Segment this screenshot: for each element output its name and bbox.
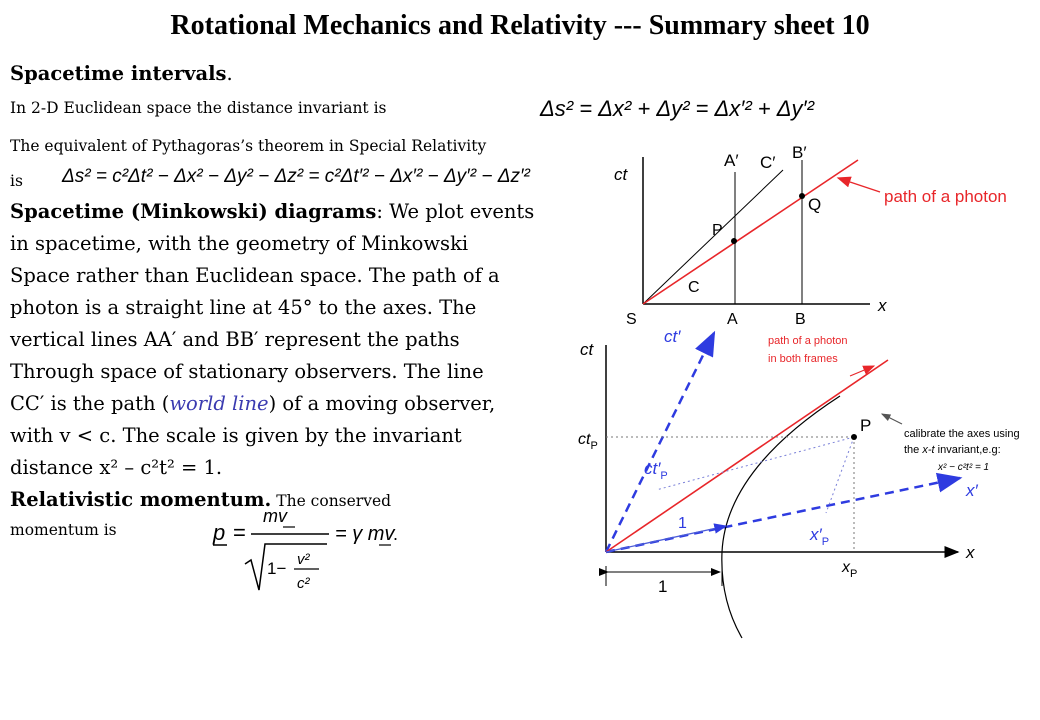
sr-is: is [10, 172, 23, 190]
d2-ct-prime-axis [606, 333, 714, 552]
euclid-text: In 2-D Euclidean space the distance invariant is [10, 99, 387, 117]
d1-ct-label: ct [614, 165, 628, 184]
d1-A-label: A [727, 311, 738, 328]
d2-P-label: P [860, 416, 872, 435]
sr-equation: Δs² = c²Δt² − Δx² − Δy² − Δz² = c²Δt′² − Δx′² − Δy′² − Δz′² [62, 166, 530, 187]
eq-numerator: mv [263, 506, 287, 526]
d2-ct-prime-label: ct′ [664, 327, 681, 346]
minkowski-line-9: distance x² – c²t² = 1. [10, 456, 223, 479]
intervals-heading: Spacetime intervals [10, 62, 227, 85]
minkowski-line-2: in spacetime, with the geometry of Minkowski [10, 232, 469, 255]
minkowski-line-5: vertical lines AA′ and BB′ represent the paths [10, 328, 460, 351]
d1-A-prime-label: A′ [724, 151, 739, 170]
d1-Q-label: Q [808, 195, 822, 214]
d1-B-prime-label: B′ [792, 143, 807, 162]
d1-C-prime-label: C′ [760, 153, 776, 172]
d1-S-label: S [626, 311, 637, 328]
d2-ct-label: ct [580, 340, 594, 359]
eq-rhs: = γ mv [335, 523, 395, 545]
minkowski-text-0: : We plot events [376, 200, 535, 223]
d2-x-label: x [966, 543, 975, 562]
d1-x-label: x [878, 296, 887, 315]
minkowski-line-8: with v < c. The scale is given by the invariant [10, 424, 462, 447]
d1-B-label: B [795, 311, 806, 328]
momentum-heading: Relativistic momentum. [10, 488, 272, 511]
minkowski-line-6: Through space of stationary observers. The line [10, 360, 484, 383]
eq-equals: = [233, 520, 246, 545]
euclid-equation: Δs² = Δx² + Δy² = Δx′² + Δy′² [540, 96, 814, 121]
d2-x-prime-label: x′ [966, 481, 978, 500]
d2-photon-note-2: in both frames [768, 353, 838, 365]
d2-x-P-label: $x_P$ [842, 559, 858, 580]
d2-ct-P-label: $ct_P$ [578, 431, 598, 452]
eq-one-minus: 1− [267, 559, 287, 578]
page-title: Rotational Mechanics and Relativity --- Summary sheet 10 [170, 10, 870, 41]
d2-ct-prime-P-label: $ct'_P$ [644, 459, 668, 482]
d2-x-prime-P-label: $x'_P$ [810, 525, 830, 548]
d2-unit-vector-label: 1 [678, 515, 687, 532]
d2-calibrate-1: calibrate the axes using [904, 428, 1020, 440]
minkowski-text-8: ) of a moving observer, [268, 392, 496, 415]
d1-photon-label: path of a photon [884, 187, 1007, 206]
minkowski-text-6: CC′ is the path ( [10, 392, 170, 415]
d2-calibrate-2: the x-t invariant,e.g: [904, 444, 1001, 456]
d2-point-P [851, 434, 857, 440]
minkowski-heading: Spacetime (Minkowski) diagrams [10, 200, 377, 223]
eq-sqrt-num: v² [297, 551, 310, 568]
eq-end: . [393, 524, 399, 544]
d2-hyperbola-lower [722, 552, 742, 638]
world-line-term: world line [169, 392, 269, 415]
minkowski-line-3: Space rather than Euclidean space. The path of a [10, 264, 500, 287]
eq-p: p [213, 520, 226, 545]
d1-C-label: C [688, 279, 700, 296]
momentum-text-1: The conserved [271, 492, 392, 510]
minkowski-line-4: photon is a straight line at 45° to the axes. The [10, 296, 477, 319]
d2-calibration-hyperbola [722, 396, 840, 552]
d2-calibrate-arrow [882, 414, 902, 424]
intervals-heading-period: . [226, 62, 233, 85]
d2-calibrate-3: x² − c²t² = 1 [938, 462, 990, 473]
eq-sqrt-den: c² [297, 575, 310, 592]
d2-ct-prime-P-guide [656, 437, 854, 490]
momentum-text-2: momentum is [10, 521, 117, 539]
sr-text: The equivalent of Pythagoras’s theorem in Special Relativity [10, 137, 487, 155]
d2-photon-note-1: path of a photon [768, 335, 848, 347]
d2-scale-label: 1 [658, 577, 668, 596]
d2-photon-note-arrow [850, 366, 874, 376]
d1-P-label: P [712, 222, 723, 239]
